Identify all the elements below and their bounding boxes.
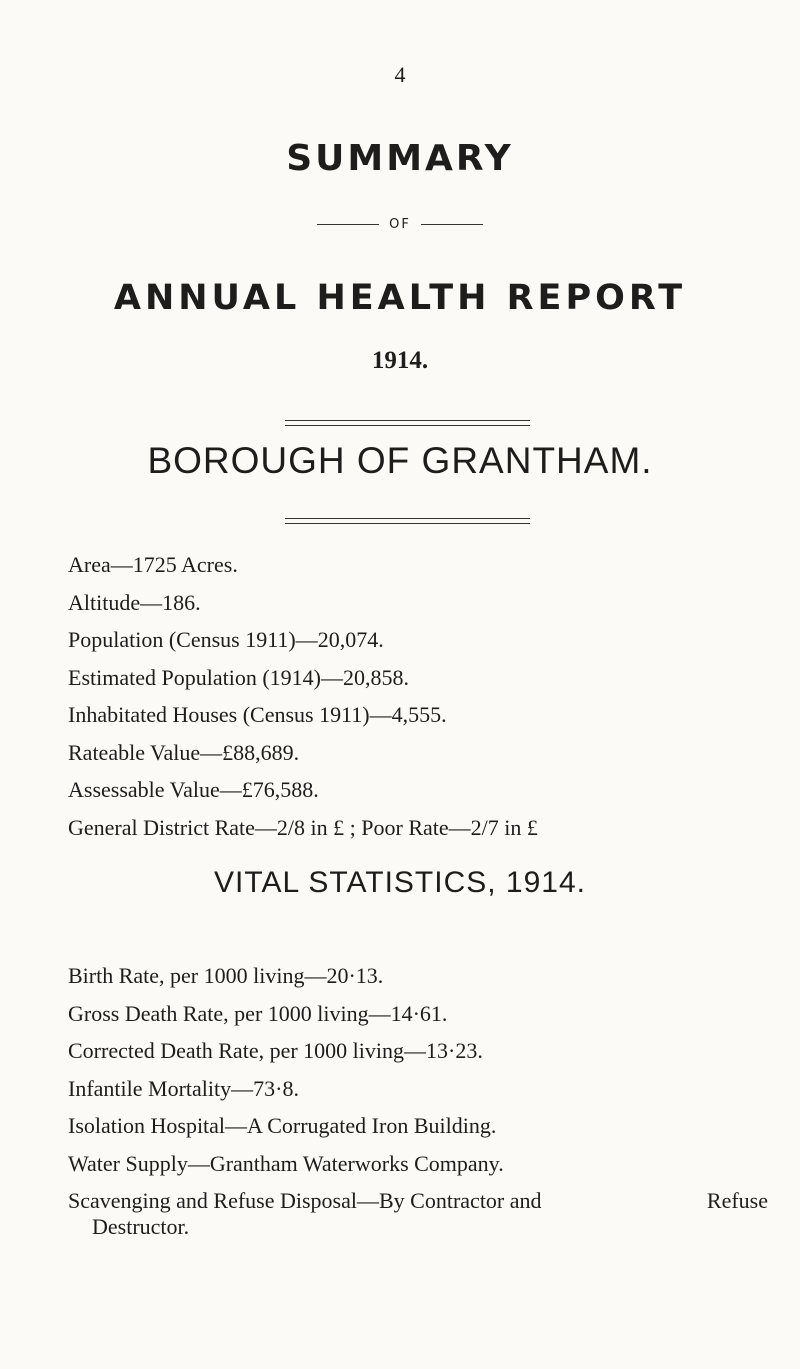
stat-scavenging [68, 1188, 788, 1240]
borough-facts [68, 552, 768, 852]
stat-birth-rate: Birth Rate, per 1000 living—20·13. [68, 963, 384, 988]
double-rule-top [285, 420, 530, 430]
stat-infantile-mortality: Infantile Mortality—73·8. [68, 1075, 299, 1101]
report-year: 1914. [371, 347, 429, 374]
vital-statistics-heading: VITAL STATISTICS, 1914. [214, 866, 586, 899]
stat-scavenging-text: Scavenging and Refuse Disposal—By Contractor and [68, 1188, 542, 1213]
stat-corrected-death-rate: Corrected Death Rate, per 1000 living—13·23. [68, 1038, 483, 1063]
of-label: OF [389, 217, 411, 232]
left-dash [317, 224, 379, 225]
fact-area: Area—1725 Acres. [68, 552, 238, 577]
fact-rates: General District Rate—2/8 in £ ; Poor Rate—2/7 in £ [68, 814, 538, 840]
vital-statistics [68, 963, 788, 1240]
page-title: SUMMARY [286, 138, 514, 179]
right-dash [421, 224, 483, 225]
fact-assessable-value: Assessable Value—£76,588. [68, 777, 319, 802]
fact-estimated-population: Estimated Population (1914)—20,858. [68, 664, 409, 690]
borough-heading: BOROUGH OF GRANTHAM. [147, 440, 653, 481]
report-subtitle: ANNUAL HEALTH REPORT [113, 278, 687, 318]
page-number: 4 [394, 62, 406, 87]
stat-water-supply: Water Supply—Grantham Waterworks Company. [68, 1150, 504, 1176]
stat-scavenging-continued: Destructor. [92, 1214, 190, 1239]
double-rule-bottom [285, 518, 530, 528]
of-divider [0, 217, 800, 232]
stat-isolation-hospital: Isolation Hospital—A Corrugated Iron Building. [68, 1113, 497, 1138]
stat-scavenging-refuse: Refuse [706, 1188, 768, 1213]
fact-altitude: Altitude—186. [68, 589, 201, 615]
fact-inhabited-houses: Inhabitated Houses (Census 1911)—4,555. [68, 702, 447, 727]
stat-gross-death-rate: Gross Death Rate, per 1000 living—14·61. [68, 1000, 448, 1026]
fact-rateable-value: Rateable Value—£88,689. [68, 739, 300, 765]
fact-population-census: Population (Census 1911)—20,074. [68, 627, 384, 652]
